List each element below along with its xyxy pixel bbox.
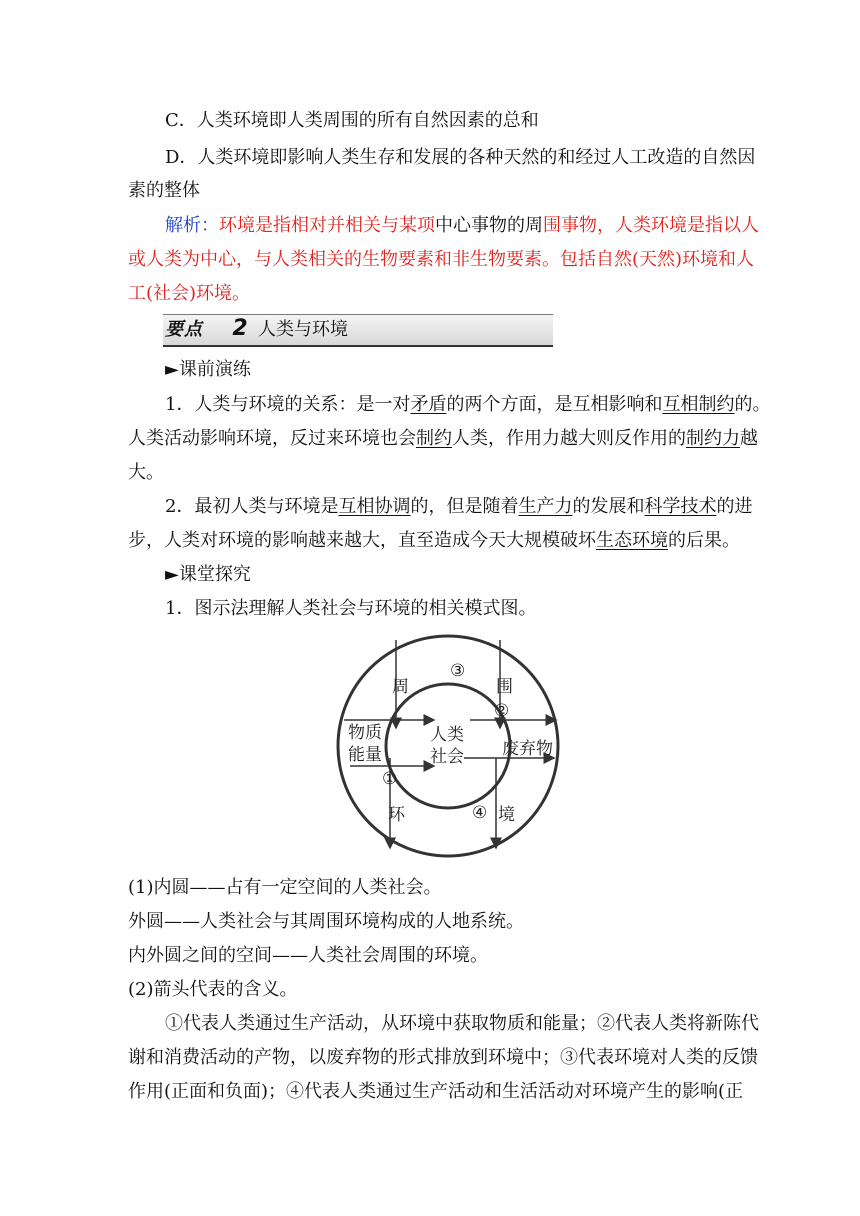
- center-label-1: 人类: [430, 725, 464, 745]
- note-3: 内外圆之间的空间——人类社会周围的环境。: [128, 945, 488, 966]
- inner-circle: [386, 684, 510, 808]
- answer-blank: 生态环境: [596, 530, 668, 551]
- text: 1．人类与环境的关系：是一对: [165, 394, 411, 415]
- option-d-line1: D．人类环境即影响人类生存和发展的各种天然的和经过人工改造的自然因: [165, 147, 756, 168]
- note-5-line1: ①代表人类通过生产活动，从环境中获取物质和能量；②代表人类将新陈代: [165, 1013, 759, 1034]
- preview-p2-line1: [165, 494, 753, 520]
- label-huan: 环: [388, 805, 405, 825]
- label-wei: 围: [496, 677, 513, 697]
- preview-p1-line1: [165, 392, 771, 418]
- label-wuzhi: 物质: [348, 723, 382, 743]
- preview-p2-line2: [128, 528, 738, 554]
- explore-item1: 1．图示法理解人类社会与环境的相关模式图。: [165, 598, 537, 619]
- answer-blank: 矛盾: [410, 394, 447, 415]
- note-4: (2)箭头代表的含义。: [128, 979, 298, 1000]
- text: 人类活动影响环境，反过来环境也会: [128, 428, 416, 449]
- text: 的后果。: [668, 530, 740, 551]
- option-d-line2: 素的整体: [128, 180, 200, 201]
- label-feiqiwu: 废弃物: [502, 739, 553, 759]
- analysis-line1: [165, 213, 759, 239]
- analysis-label: 解析：: [165, 215, 219, 236]
- note-2: 外圆——人类社会与其周围环境构成的人地系统。: [128, 911, 524, 932]
- note-5-line3: 作用(正面和负面)；④代表人类通过生产活动和生活活动对环境产生的影响(正: [128, 1081, 744, 1102]
- label-zhou: 周: [392, 677, 409, 697]
- section-title: 人类与环境: [258, 319, 348, 340]
- label-nengliang: 能量: [348, 745, 382, 765]
- analysis-text-c: 围事物，人类环境是指以人: [543, 215, 759, 236]
- marker-4: ④: [472, 803, 488, 823]
- preview-p1-line2: [128, 426, 758, 452]
- answer-blank: 生产力: [518, 496, 573, 517]
- label-jing: 境: [498, 805, 515, 825]
- analysis-line3: 工(社会)环境。: [128, 283, 251, 304]
- text: 2．最初人类与环境是: [165, 496, 339, 517]
- text: 的进: [716, 496, 753, 517]
- section-banner: [163, 314, 553, 347]
- text: 的。: [734, 394, 771, 415]
- text: 的两个方面，是互相影响和: [446, 394, 663, 415]
- preview-p1-line3: 大。: [128, 462, 164, 483]
- note-5-line2: 谢和消费活动的产物，以废弃物的形式排放到环境中；③代表环境对人类的反馈: [128, 1047, 758, 1068]
- marker-1: ①: [382, 769, 398, 789]
- text: 越: [740, 428, 758, 449]
- note-1: (1)内圆——占有一定空间的人类社会。: [128, 877, 442, 898]
- option-c: C．人类环境即人类周围的所有自然因素的总和: [165, 110, 539, 131]
- section-number: 2: [232, 316, 248, 341]
- preview-heading: ►课前演练: [165, 359, 251, 380]
- analysis-text-a: 环境是指相对并相关与某项: [219, 215, 435, 236]
- text: 的，但是随着: [410, 496, 519, 517]
- answer-blank: 互相协调: [338, 496, 411, 517]
- answer-blank: 科学技术: [644, 496, 717, 517]
- marker-2: ②: [494, 701, 510, 721]
- analysis-text-b: 中心事物的周: [435, 215, 543, 236]
- text: 人类，作用力越大则反作用的: [452, 428, 686, 449]
- answer-blank: 互相制约: [662, 394, 735, 415]
- marker-3: ③: [450, 661, 466, 681]
- analysis-line2: 或人类为中心，与人类相关的生物要素和非生物要素。包括自然(天然)环境和人: [128, 249, 755, 270]
- text: 的发展和: [572, 496, 645, 517]
- answer-blank: 制约力: [686, 428, 740, 449]
- explore-heading: ►课堂探究: [165, 564, 251, 585]
- center-label-2: 社会: [430, 747, 464, 767]
- answer-blank: 制约: [416, 428, 452, 449]
- text: 步，人类对环境的影响越来越大，直至造成今天大规模破坏: [128, 530, 596, 551]
- human-environment-diagram: [330, 628, 566, 864]
- section-tag: 要点: [165, 319, 203, 340]
